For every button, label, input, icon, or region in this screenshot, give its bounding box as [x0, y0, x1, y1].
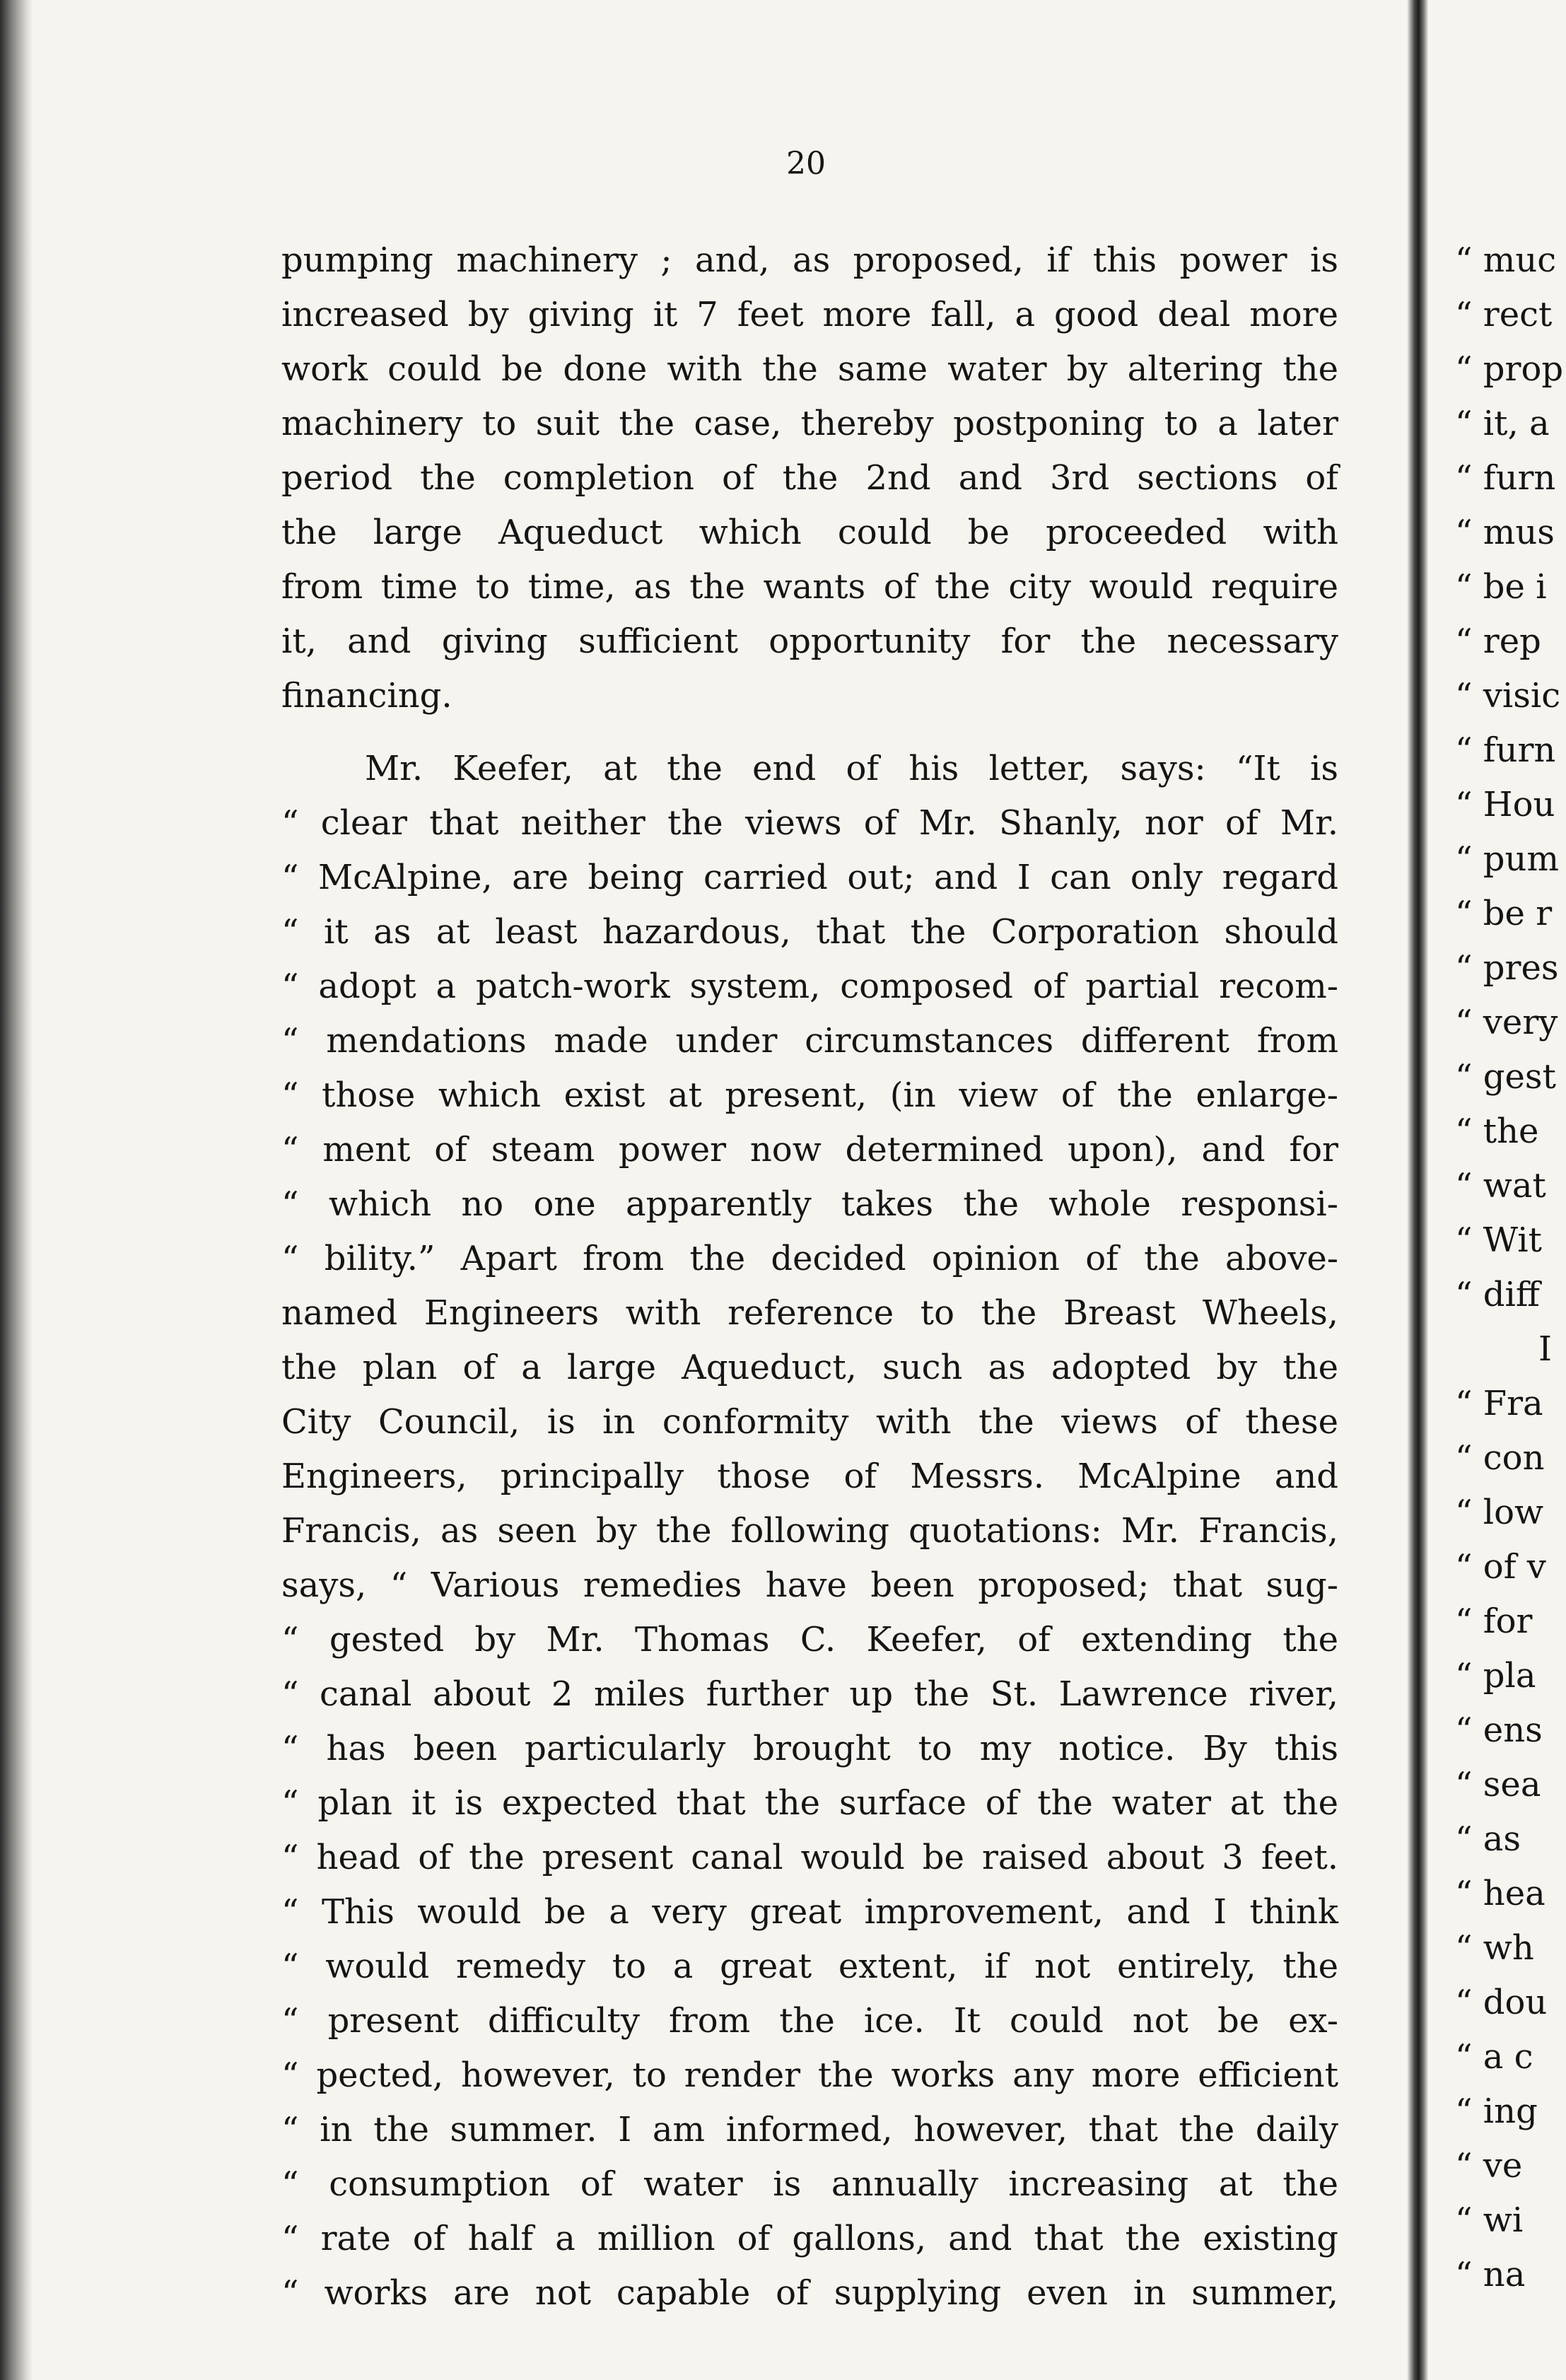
text-line: financing. — [281, 676, 452, 716]
text-line: “ Wit — [1455, 1220, 1542, 1260]
left-page-text — [281, 233, 1338, 2321]
text-line: “ ment of steam power now determined upon), and for — [281, 1130, 1338, 1169]
paragraph-2 — [281, 742, 1338, 2321]
text-line: “ it as at least hazardous, that the Corporation should — [281, 912, 1338, 952]
right-page-text-fragment — [1455, 233, 1566, 2302]
text-line: increased by giving it 7 feet more fall, a good deal more — [281, 295, 1338, 334]
text-line: work could be done with the same water by altering the — [281, 349, 1338, 389]
text-line: it, and giving sufficient opportunity for the necessary — [281, 622, 1338, 661]
text-line: “ pum — [1455, 839, 1559, 879]
text-line: “ be i — [1455, 567, 1547, 607]
text-line: “ dou — [1455, 1983, 1548, 2022]
text-line: “ head of the present canal would be raised about 3 feet. — [281, 1838, 1338, 1877]
text-line: “ wh — [1455, 1928, 1534, 1968]
text-line: pumping machinery ; and, as proposed, if this power is — [281, 240, 1338, 280]
text-line: says, “ Various remedies have been proposed; that sug- — [281, 1565, 1338, 1605]
text-line: “ canal about 2 miles further up the St. Lawrence river, — [281, 1674, 1338, 1714]
text-line: “ sea — [1455, 1765, 1541, 1804]
text-line: “ visic — [1455, 676, 1561, 716]
book-gutter-shadow — [1407, 0, 1428, 2380]
right-indent-line: I — [1538, 1329, 1552, 1369]
text-line: “ This would be a very great improvement, and I think — [281, 1892, 1338, 1932]
text-line: “ a c — [1455, 2037, 1533, 2077]
text-line: “ very — [1455, 1003, 1558, 1042]
text-line: “ furn — [1455, 730, 1556, 770]
text-line: “ consumption of water is annually increasing at the — [281, 2164, 1338, 2204]
page-left-edge-shadow — [0, 0, 33, 2380]
text-line: Francis, as seen by the following quotations: Mr. Francis, — [281, 1511, 1338, 1551]
text-line: “ muc — [1455, 240, 1557, 280]
text-line: “ rep — [1455, 622, 1541, 661]
text-line: “ present difficulty from the ice. It could not be ex- — [281, 2001, 1338, 2041]
text-line: “ ing — [1455, 2092, 1538, 2131]
text-line: Mr. Keefer, at the end of his letter, says: “It is — [365, 749, 1338, 788]
text-line: “ be r — [1455, 894, 1553, 933]
text-line: “ ve — [1455, 2146, 1523, 2186]
paragraph-1 — [281, 233, 1338, 723]
page-number: 20 — [786, 146, 826, 182]
text-line: “ McAlpine, are being carried out; and I can only regard — [281, 858, 1338, 897]
text-line: “ rect — [1455, 295, 1553, 334]
text-line: “ in the summer. I am informed, however, that the daily — [281, 2110, 1338, 2149]
text-line: “ for — [1455, 1602, 1533, 1641]
text-line: the large Aqueduct which could be proceeded with — [281, 513, 1338, 552]
text-line: “ plan it is expected that the surface of the water at the — [281, 1783, 1338, 1823]
text-line: “ pla — [1455, 1656, 1536, 1696]
text-line: “ has been particularly brought to my notice. By this — [281, 1729, 1338, 1768]
text-line: “ gest — [1455, 1057, 1556, 1097]
text-line: “ na — [1455, 2255, 1526, 2294]
text-line: the plan of a large Aqueduct, such as adopted by the — [281, 1348, 1338, 1387]
text-line: “ diff — [1455, 1275, 1540, 1314]
text-line: “ low — [1455, 1493, 1544, 1532]
text-line: “ pected, however, to render the works any more efficient — [281, 2055, 1338, 2095]
text-line: “ works are not capable of supplying even in summer, — [281, 2273, 1338, 2313]
text-line: “ clear that neither the views of Mr. Shanly, nor of Mr. — [281, 803, 1338, 843]
text-line: “ prop — [1455, 349, 1564, 389]
text-line: “ mendations made under circumstances different from — [281, 1021, 1338, 1061]
text-line: “ which no one apparently takes the whole responsi- — [281, 1184, 1338, 1224]
text-line: “ pres — [1455, 948, 1559, 988]
text-line: named Engineers with reference to the Breast Wheels, — [281, 1293, 1338, 1333]
text-line: “ the — [1455, 1112, 1539, 1151]
text-line: “ Hou — [1455, 785, 1555, 824]
text-line: “ ens — [1455, 1710, 1543, 1750]
right-lines-a — [1455, 233, 1566, 1322]
text-line: period the completion of the 2nd and 3rd sections of — [281, 458, 1338, 498]
text-line: “ bility.” Apart from the decided opinion of the above- — [281, 1239, 1338, 1278]
text-line: “ mus — [1455, 513, 1555, 552]
text-line: “ hea — [1455, 1874, 1545, 1913]
text-line: “ furn — [1455, 458, 1556, 498]
text-line: “ of v — [1455, 1547, 1546, 1587]
text-line: from time to time, as the wants of the city would require — [281, 567, 1338, 607]
text-line: “ gested by Mr. Thomas C. Keefer, of extending the — [281, 1620, 1338, 1659]
text-line: “ wi — [1455, 2200, 1524, 2240]
text-line: “ it, a — [1455, 404, 1550, 443]
text-line: “ would remedy to a great extent, if not entirely, the — [281, 1947, 1338, 1986]
text-line: “ wat — [1455, 1166, 1546, 1206]
text-line: machinery to suit the case, thereby postponing to a later — [281, 404, 1338, 443]
text-line: Engineers, principally those of Messrs. McAlpine and — [281, 1457, 1338, 1496]
right-lines-b — [1455, 1377, 1566, 2302]
text-line: “ Fra — [1455, 1384, 1543, 1423]
text-line: “ those which exist at present, (in view of the enlarge- — [281, 1075, 1338, 1115]
text-line: “ as — [1455, 1819, 1521, 1859]
text-line: City Council, is in conformity with the views of these — [281, 1402, 1338, 1442]
text-line: “ adopt a patch-work system, composed of partial recom- — [281, 967, 1338, 1006]
text-line: “ rate of half a million of gallons, and that the existing — [281, 2219, 1338, 2258]
text-line: “ con — [1455, 1438, 1545, 1478]
